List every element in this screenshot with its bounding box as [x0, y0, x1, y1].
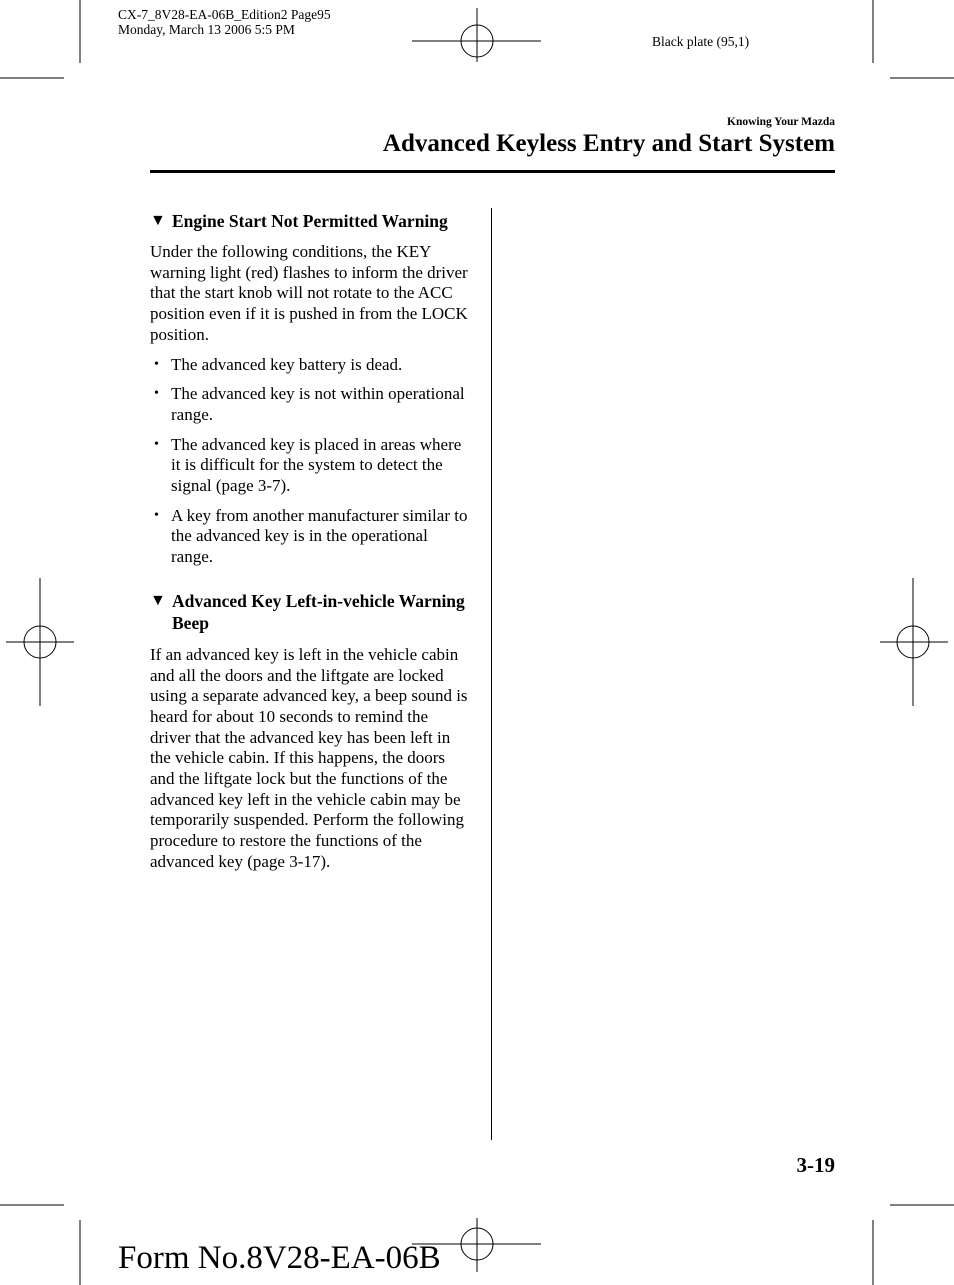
section-heading-text: Engine Start Not Permitted Warning — [172, 211, 448, 231]
column-divider — [491, 208, 492, 1140]
print-info — [118, 7, 331, 37]
section-heading-text: Advanced Key Left-in-vehicle Warning Beep — [172, 590, 465, 633]
left-column — [150, 210, 472, 873]
page-number: 3-19 — [796, 1153, 835, 1177]
crop-mark-top-left — [0, 0, 80, 78]
plate-info: Black plate (95,1) — [652, 34, 750, 49]
paragraph-body: If an advanced key is left in the vehicle cabin and all the doors and the liftgate are locked using a separate advanced key, a beep sound is heard for about 10 seconds to remind the driver that the advanced key has been left in the vehicle cabin. If this happens, the doors and the liftgate lock but the functions of the advanced key left in the vehicle cabin may be temporarily suspended. Perform the following procedure to restore the functions of the advanced key (page 3-17). — [150, 644, 468, 871]
title-rule — [150, 170, 835, 173]
section-name: Knowing Your Mazda — [727, 116, 835, 128]
list-item: • The advanced key battery is dead. — [150, 355, 472, 376]
section-heading-engine-start — [150, 210, 472, 232]
list-item: • The advanced key is placed in areas where it is difficult for the system to detect the signal (page 3-7). — [150, 435, 472, 497]
crop-mark-bottom-left — [0, 1205, 80, 1285]
crop-mark-bottom-right — [873, 1205, 954, 1285]
registration-mark-left — [6, 578, 74, 706]
page-title: Advanced Keyless Entry and Start System — [382, 130, 835, 157]
triangle-bullet-icon — [150, 590, 172, 612]
registration-mark-top — [412, 8, 541, 62]
section-heading-left-in-vehicle — [150, 590, 472, 634]
condition-list — [150, 355, 472, 568]
registration-mark-right — [880, 578, 948, 706]
paragraph-intro: Under the following conditions, the KEY warning light (red) flashes to inform the driver that the start knob will not rotate to the ACC position even if it is pushed in from the LOCK position. — [150, 242, 468, 344]
form-number: Form No.8V28-EA-06B — [118, 1240, 441, 1276]
triangle-bullet-icon — [150, 210, 172, 232]
crop-mark-top-right — [873, 0, 954, 78]
list-item: • The advanced key is not within operational range. — [150, 384, 472, 425]
list-item: • A key from another manufacturer similar to the advanced key is in the operational range. — [150, 506, 472, 568]
print-info-date: Monday, March 13 2006 5:5 PM — [118, 22, 295, 37]
print-info-file: CX-7_8V28-EA-06B_Edition2 Page95 — [118, 7, 331, 22]
